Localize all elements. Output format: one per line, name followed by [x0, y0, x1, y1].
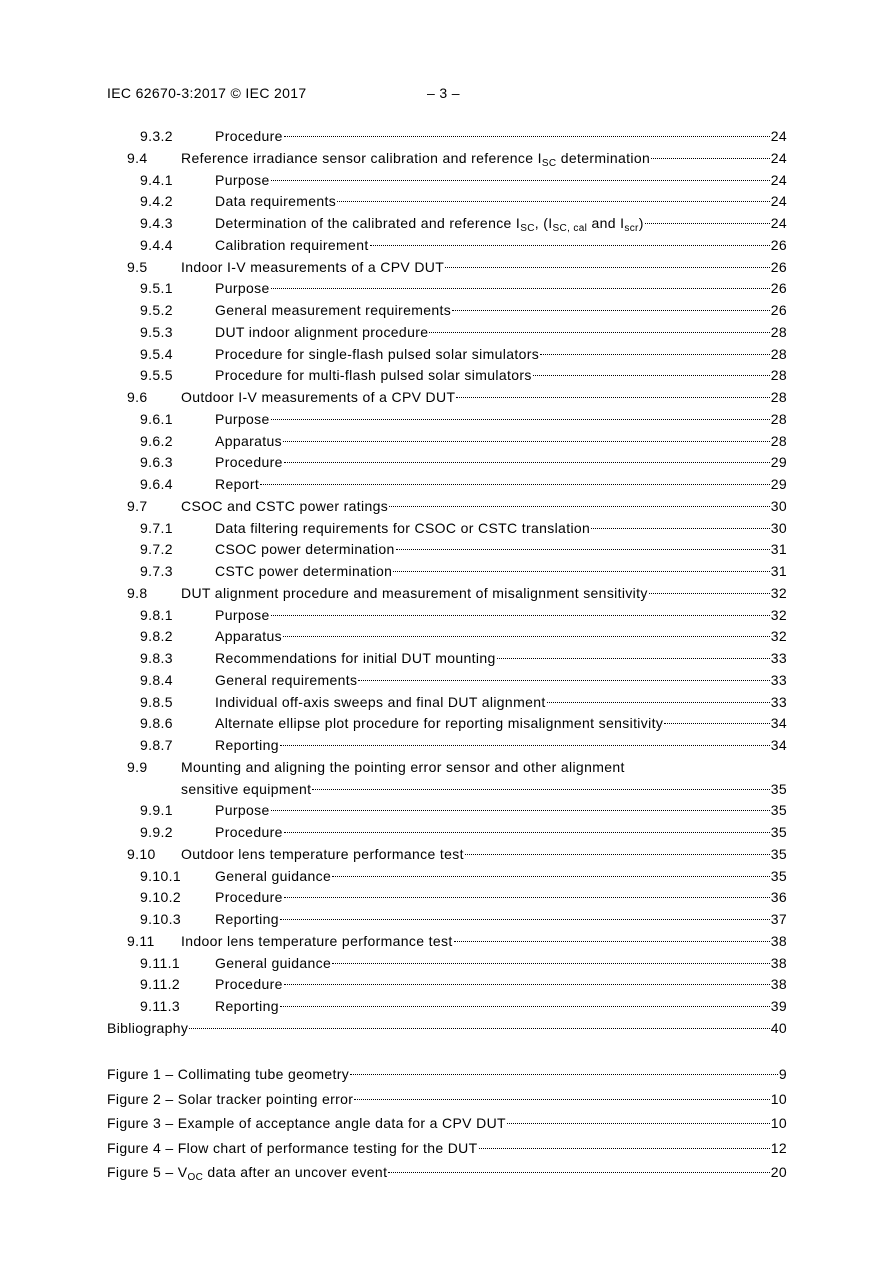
- toc-entry[interactable]: [107, 148, 787, 170]
- toc-entry-number: 9.6.3: [140, 454, 173, 471]
- figure-entry-page: 12: [770, 1139, 787, 1156]
- toc-entry-title: Apparatus: [215, 628, 282, 645]
- toc-entry[interactable]: [107, 409, 787, 431]
- dot-leader: [284, 461, 770, 463]
- toc-entry-title-continued: [181, 779, 787, 801]
- toc-entry-number: 9.8.4: [140, 671, 173, 688]
- toc-entry-page: 26: [770, 258, 787, 275]
- dot-leader: [547, 701, 770, 703]
- toc-entry-number: 9.8.2: [140, 628, 173, 645]
- dot-leader: [389, 505, 770, 507]
- toc-entry-page: 26: [770, 280, 787, 297]
- toc-entry-title: Mounting and aligning the pointing error sensor and other alignment: [181, 758, 625, 775]
- toc-entry-title: Calibration requirement: [215, 236, 369, 253]
- toc-entry-page: 37: [770, 911, 787, 927]
- figure-entry-title: Figure 1 – Collimating tube geometry: [107, 1066, 350, 1082]
- toc-entry[interactable]: [107, 953, 787, 975]
- toc-entry-page: 24: [770, 149, 787, 166]
- toc-entry-page: 30: [770, 519, 787, 536]
- toc-entry[interactable]: [107, 974, 787, 996]
- toc-entry-page: 29: [770, 454, 787, 471]
- dot-leader: [283, 440, 770, 442]
- toc-entry-page: 29: [770, 476, 787, 492]
- toc-entry-title: Procedure: [215, 889, 283, 906]
- dot-leader: [507, 1122, 770, 1124]
- toc-entry-title: Procedure for multi-flash pulsed solar simulators: [215, 367, 532, 384]
- dot-leader: [283, 635, 770, 637]
- toc-entry[interactable]: [107, 278, 787, 300]
- subscript: SC: [541, 157, 557, 169]
- toc-entry[interactable]: [107, 257, 787, 279]
- toc-entry-page: 24: [770, 171, 787, 188]
- toc-entry-page: 24: [770, 215, 787, 231]
- dot-leader: [445, 266, 770, 268]
- toc-entry-title: Apparatus: [215, 432, 282, 449]
- toc-entry-number: 9.5.2: [140, 302, 173, 318]
- toc-entry-number: 9.7.2: [140, 541, 173, 558]
- dot-leader: [388, 1171, 769, 1173]
- toc-entry-title: Outdoor I-V measurements of a CPV DUT: [181, 389, 456, 405]
- toc-entry[interactable]: [107, 561, 787, 583]
- toc-entry-number: 9.4.2: [140, 193, 173, 210]
- toc-entry-number: 9.7.1: [140, 519, 173, 536]
- toc-entry-title: Data filtering requirements for CSOC or CSTC translation: [215, 519, 591, 536]
- figure-entry-page: 10: [770, 1090, 787, 1107]
- toc-entry-page: 28: [770, 410, 787, 427]
- toc-entry-title: Recommendations for initial DUT mounting: [215, 650, 496, 666]
- dot-leader: [497, 657, 770, 659]
- toc-entry[interactable]: [107, 605, 787, 627]
- dot-leader: [337, 200, 770, 202]
- toc-entry-number: 9.8.7: [140, 737, 173, 753]
- toc-entry-page: 39: [770, 998, 787, 1014]
- dot-leader: [479, 1147, 770, 1149]
- dot-leader: [540, 353, 770, 355]
- toc-entry[interactable]: [107, 931, 787, 953]
- toc-entry[interactable]: [107, 496, 787, 518]
- toc-entry-number: 9.8.6: [140, 715, 173, 732]
- toc-entry-title: DUT alignment procedure and measurement of misalignment sensitivity: [181, 584, 648, 601]
- toc-entry-number: 9.7: [127, 497, 148, 514]
- figure-entry-page: 9: [778, 1066, 787, 1082]
- toc-entry-number: 9.10: [127, 845, 156, 862]
- toc-entry-number: 9.6.2: [140, 432, 173, 449]
- toc-entry[interactable]: [107, 452, 787, 474]
- toc-entry-number: 9.3.2: [140, 128, 173, 144]
- subscript: scr: [624, 223, 639, 234]
- toc-entry-title: Purpose: [215, 280, 270, 297]
- toc-entry-page: 33: [770, 650, 787, 666]
- toc-entry-title: Purpose: [215, 410, 270, 427]
- toc-entry-title: Bibliography: [107, 1019, 189, 1036]
- toc-entry-number: 9.6.1: [140, 410, 173, 427]
- toc-entry-number: 9.11.3: [140, 998, 180, 1014]
- toc-entry-page: 24: [770, 128, 787, 144]
- dot-leader: [271, 418, 770, 420]
- toc-entry-number: 9.4.1: [140, 171, 173, 188]
- toc-entry[interactable]: [107, 626, 787, 648]
- subscript: SC, cal: [552, 223, 588, 234]
- dot-leader: [260, 483, 770, 485]
- toc-entry-page: 34: [770, 737, 787, 753]
- toc-entry-number: 9.8: [127, 584, 148, 601]
- toc-entry-number: 9.5.5: [140, 367, 173, 384]
- toc-entry-title: Individual off-axis sweeps and final DUT alignment: [215, 693, 546, 710]
- toc-entry[interactable]: [107, 126, 787, 148]
- toc-entry[interactable]: [107, 996, 787, 1018]
- toc-entry-number: 9.6.4: [140, 476, 173, 492]
- toc-entry-number: 9.11.1: [140, 954, 180, 971]
- dot-leader: [664, 722, 770, 724]
- toc-entry-page: 26: [770, 236, 787, 253]
- dot-leader: [271, 614, 770, 616]
- toc-entry[interactable]: [107, 170, 787, 192]
- toc-entry-title: Alternate ellipse plot procedure for reporting misalignment sensitivity: [215, 715, 664, 732]
- figure-entry[interactable]: [107, 1160, 787, 1185]
- toc-entry-number: 9.9.1: [140, 802, 173, 819]
- toc-entry[interactable]: [107, 844, 787, 866]
- table-of-contents: [107, 126, 787, 1040]
- subscript: OC: [187, 1172, 204, 1183]
- toc-entry-number: 9.5.3: [140, 323, 173, 340]
- toc-entry-number: 9.8.5: [140, 693, 173, 710]
- toc-entry[interactable]: [107, 648, 787, 670]
- page-header: [107, 85, 787, 105]
- toc-entry[interactable]: [107, 909, 787, 931]
- toc-entry-title: Reference irradiance sensor calibration and reference $I_{SC}$ determination: [181, 149, 651, 169]
- dot-leader: [284, 831, 770, 833]
- toc-entry-title: Procedure: [215, 976, 283, 993]
- dot-leader: [332, 875, 770, 877]
- toc-entry-number: 9.10.3: [140, 911, 182, 927]
- toc-entry-title: Procedure: [215, 454, 283, 471]
- toc-entry-page: 28: [770, 345, 787, 362]
- dot-leader: [332, 962, 770, 964]
- dot-leader: [271, 287, 770, 289]
- dot-leader: [280, 918, 770, 920]
- dot-leader: [284, 135, 770, 137]
- toc-entry-title-line2: sensitive equipment: [181, 780, 312, 797]
- toc-entry-page: 38: [770, 954, 787, 971]
- document-identifier: IEC 62670-3:2017 © IEC 2017: [107, 85, 307, 101]
- toc-entry-page: 24: [770, 193, 787, 210]
- dot-leader: [429, 331, 769, 333]
- toc-entry-page: 28: [770, 323, 787, 340]
- toc-entry[interactable]: [107, 191, 787, 213]
- subscript: SC: [520, 223, 535, 234]
- dot-leader: [271, 179, 770, 181]
- toc-entry-page: 38: [770, 932, 787, 949]
- toc-entry-page: 32: [770, 606, 787, 623]
- toc-entry-page: 28: [770, 367, 787, 384]
- toc-entry[interactable]: [107, 431, 787, 453]
- toc-entry-number: 9.4.3: [140, 215, 173, 231]
- toc-entry[interactable]: [107, 887, 787, 909]
- toc-entry-title: Reporting: [215, 737, 279, 753]
- toc-entry[interactable]: [107, 539, 787, 561]
- toc-entry-title: Purpose: [215, 802, 270, 819]
- toc-entry-number: 9.9: [127, 758, 148, 775]
- dot-leader: [452, 309, 770, 311]
- toc-entry-title: Reporting: [215, 998, 279, 1014]
- toc-entry-number: 9.4.4: [140, 236, 173, 253]
- toc-entry[interactable]: [107, 235, 787, 257]
- dot-leader: [465, 853, 770, 855]
- toc-entry-page: 40: [770, 1019, 787, 1036]
- toc-entry-page: 31: [770, 541, 787, 558]
- toc-entry-title: General guidance: [215, 867, 332, 884]
- figure-entry-title: Figure 2 – Solar tracker pointing error: [107, 1090, 354, 1107]
- dot-leader: [284, 983, 770, 985]
- toc-entry-page: 28: [770, 389, 787, 405]
- figure-entry-title: Figure 4 – Flow chart of performance testing for the DUT: [107, 1139, 478, 1156]
- toc-entry-page: 32: [770, 628, 787, 645]
- toc-entry-page: 32: [770, 584, 787, 601]
- toc-entry-number: 9.5.4: [140, 345, 173, 362]
- figure-entry-page: 10: [770, 1115, 787, 1131]
- toc-entry-title: General guidance: [215, 954, 332, 971]
- toc-entry-page: 30: [770, 497, 787, 514]
- figure-entry-title: Figure 3 – Example of acceptance angle data for a CPV DUT: [107, 1115, 506, 1131]
- toc-entry[interactable]: [107, 322, 787, 344]
- toc-entry-number: 9.9.2: [140, 824, 173, 840]
- dot-leader: [533, 374, 770, 376]
- toc-entry[interactable]: [107, 713, 787, 735]
- figure-entry[interactable]: [107, 1111, 787, 1136]
- toc-entry[interactable]: [107, 474, 787, 496]
- toc-entry[interactable]: [107, 387, 787, 409]
- toc-entry-title: Procedure: [215, 824, 283, 840]
- toc-entry-page: 35: [770, 824, 787, 840]
- dot-leader: [370, 244, 770, 246]
- dot-leader: [454, 940, 770, 942]
- toc-entry-page: 36: [770, 889, 787, 906]
- toc-entry-page: 35: [770, 780, 787, 797]
- toc-entry-number: 9.6: [127, 389, 148, 405]
- toc-entry[interactable]: [107, 866, 787, 888]
- toc-entry-title: Procedure: [215, 128, 283, 144]
- toc-entry[interactable]: [107, 670, 787, 692]
- dot-leader: [456, 396, 769, 398]
- toc-entry-title: General measurement requirements: [215, 302, 452, 318]
- toc-entry[interactable]: [107, 365, 787, 387]
- toc-entry-title: Purpose: [215, 171, 270, 188]
- toc-entry-number: 9.5.1: [140, 280, 173, 297]
- list-of-figures: [107, 1062, 787, 1185]
- toc-entry-title: CSTC power determination: [215, 563, 393, 579]
- figure-entry-title: Figure $5 - V_{OC}$ data after an uncover event: [107, 1164, 388, 1183]
- toc-entry[interactable]: [107, 692, 787, 714]
- toc-entry-page: 31: [770, 563, 787, 579]
- toc-entry-page: 33: [770, 671, 787, 688]
- toc-entry-number: 9.5: [127, 258, 148, 275]
- toc-entry-title: DUT indoor alignment procedure: [215, 323, 429, 340]
- figure-entry[interactable]: [107, 1062, 787, 1087]
- figure-entry[interactable]: [107, 1136, 787, 1161]
- toc-entry-title: Indoor lens temperature performance test: [181, 932, 453, 949]
- dot-leader: [358, 679, 769, 681]
- toc-entry-number: 9.8.1: [140, 606, 173, 623]
- toc-entry-title: Indoor I-V measurements of a CPV DUT: [181, 258, 445, 275]
- toc-entry-page: 28: [770, 432, 787, 449]
- toc-entry-title: Report: [215, 476, 260, 492]
- dot-leader: [591, 527, 770, 529]
- dot-leader: [393, 570, 769, 572]
- dot-leader: [651, 157, 770, 159]
- toc-entry-title: Outdoor lens temperature performance test: [181, 845, 464, 862]
- toc-entry-title: CSOC and CSTC power ratings: [181, 497, 389, 514]
- figure-entry[interactable]: [107, 1087, 787, 1112]
- toc-entry-title: Procedure for single-flash pulsed solar simulators: [215, 345, 540, 362]
- dot-leader: [350, 1073, 778, 1075]
- toc-entry[interactable]: [107, 800, 787, 822]
- toc-entry-page: 34: [770, 715, 787, 732]
- dot-leader: [280, 1005, 770, 1007]
- page-number: – 3 –: [427, 85, 460, 101]
- toc-entry-title: General requirements: [215, 671, 358, 688]
- dot-leader: [645, 222, 770, 224]
- toc-entry-page: 35: [770, 845, 787, 862]
- toc-entry[interactable]: [107, 1018, 787, 1040]
- toc-entry-number: 9.10.1: [140, 867, 182, 884]
- toc-entry-title: Data requirements: [215, 193, 337, 210]
- dot-leader: [284, 896, 770, 898]
- toc-entry[interactable]: [107, 735, 787, 757]
- toc-entry-title: Reporting: [215, 911, 279, 927]
- toc-entry-number: 9.8.3: [140, 650, 173, 666]
- toc-entry-page: 35: [770, 802, 787, 819]
- toc-entry-number: 9.10.2: [140, 889, 182, 906]
- dot-leader: [396, 548, 770, 550]
- dot-leader: [354, 1098, 769, 1100]
- toc-entry-page: 35: [770, 867, 787, 884]
- toc-entry-page: 26: [770, 302, 787, 318]
- toc-entry[interactable]: [107, 300, 787, 322]
- dot-leader: [649, 592, 770, 594]
- dot-leader: [280, 744, 770, 746]
- toc-entry-number: 9.4: [127, 149, 148, 166]
- toc-entry[interactable]: [107, 518, 787, 540]
- toc-entry-number: 9.11.2: [140, 976, 180, 993]
- toc-entry[interactable]: [107, 757, 787, 801]
- toc-entry-page: 38: [770, 976, 787, 993]
- dot-leader: [312, 788, 769, 790]
- figure-entry-page: 20: [770, 1164, 787, 1180]
- toc-entry-title: Purpose: [215, 606, 270, 623]
- toc-entry[interactable]: [107, 583, 787, 605]
- toc-entry[interactable]: [107, 213, 787, 235]
- toc-entry[interactable]: [107, 822, 787, 844]
- toc-entry-number: 9.11: [127, 932, 155, 949]
- dot-leader: [189, 1027, 769, 1029]
- toc-entry-number: 9.7.3: [140, 563, 173, 579]
- toc-entry-title: Determination of the calibrated and reference $I_{SC}$, ($I_{SC, cal}$ and $I_{scr}$): [215, 215, 644, 234]
- toc-entry-page: 33: [770, 693, 787, 710]
- toc-entry[interactable]: [107, 344, 787, 366]
- toc-entry-title: CSOC power determination: [215, 541, 395, 558]
- dot-leader: [271, 809, 770, 811]
